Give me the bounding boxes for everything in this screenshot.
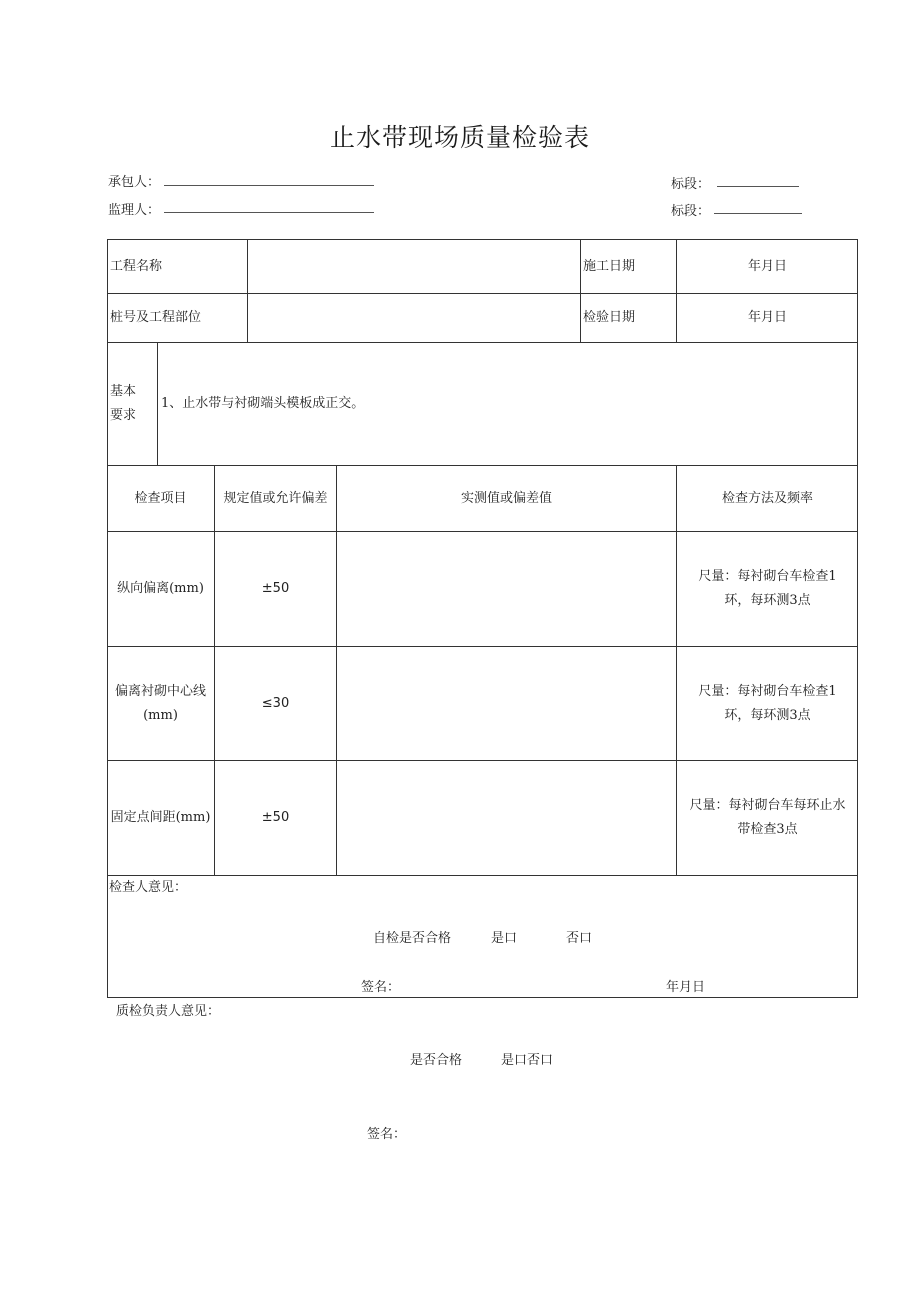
item-text: 固定点间距(mm)	[110, 810, 211, 825]
item-text-2: (mm)	[143, 707, 178, 723]
construction-date-label: 施工日期	[583, 258, 636, 274]
inspector-date: 年月日	[666, 980, 706, 995]
table-row-item	[107, 532, 214, 646]
header-measured: 实测值或偏差值	[460, 490, 552, 506]
method-text	[677, 647, 858, 760]
contractor-label: 承包人：	[108, 175, 161, 190]
method-line1: 尺量：每衬砌台车每环止水	[689, 798, 846, 813]
station-label: 桩号及工程部位	[110, 310, 202, 325]
measured-input[interactable]	[337, 647, 676, 760]
basic-label-line2: 要求	[110, 408, 137, 423]
method-line2: 带检查3点	[737, 822, 798, 837]
self-check-label: 自检是否合格	[373, 931, 452, 946]
header-item: 检查项目	[134, 490, 187, 506]
method-text	[677, 761, 858, 875]
inspection-date-label: 检验日期	[583, 310, 636, 325]
qc-yes-no-checkbox[interactable]: 是口否口	[501, 1053, 554, 1068]
item-text: 偏离衬砌中心线	[114, 683, 206, 699]
spec-value: ±50	[261, 581, 290, 596]
method-line1: 尺量：每衬砌台车检查1	[698, 569, 837, 584]
table-row-item	[107, 761, 214, 875]
item-text: 纵向偏离(mm)	[117, 581, 204, 596]
project-name-input[interactable]	[248, 240, 580, 293]
method-line1: 尺量：每衬砌台车检查1	[698, 683, 837, 699]
grid-line	[107, 875, 858, 876]
method-text	[677, 532, 858, 646]
project-name-label: 工程名称	[110, 258, 163, 274]
method-line2: 环，每环测3点	[724, 707, 811, 723]
qc-sign-label: 签名：	[367, 1127, 407, 1142]
section-label-1: 标段：	[671, 177, 711, 192]
inspector-sign-label: 签名：	[361, 980, 401, 995]
basic-label-line1: 基本	[110, 384, 137, 399]
method-line2: 环，每环测3点	[724, 593, 811, 608]
inspection-date-value[interactable]: 年月日	[747, 310, 787, 325]
table-row-item	[107, 647, 214, 760]
contractor-field[interactable]	[164, 185, 374, 186]
no-checkbox[interactable]: 否口	[566, 931, 593, 946]
yes-checkbox[interactable]: 是口	[491, 931, 518, 946]
header-spec: 规定值或允许偏差	[223, 490, 328, 506]
header-method: 检查方法及频率	[721, 490, 813, 506]
measured-input[interactable]	[337, 761, 676, 875]
section-label-2: 标段：	[671, 204, 711, 219]
basic-requirement-text: 1、止水带与衬砌端头模板成正交。	[161, 396, 365, 411]
inspector-opinion-label: 检查人意见：	[109, 880, 188, 895]
spec-value: ≤30	[261, 695, 290, 711]
spec-value: ±50	[261, 810, 290, 825]
page-title: 止水带现场质量检验表	[329, 123, 590, 152]
qc-opinion-label: 质检负责人意见：	[116, 1004, 221, 1019]
section-field-2[interactable]	[714, 213, 802, 214]
section-field-1[interactable]	[717, 186, 799, 187]
station-input[interactable]	[248, 294, 580, 342]
basic-requirement-label	[107, 343, 160, 465]
supervisor-label: 监理人：	[108, 203, 161, 218]
qc-pass-label: 是否合格	[410, 1053, 463, 1068]
supervisor-field[interactable]	[164, 212, 374, 213]
measured-input[interactable]	[337, 532, 676, 646]
construction-date-value[interactable]: 年月日	[747, 258, 787, 274]
